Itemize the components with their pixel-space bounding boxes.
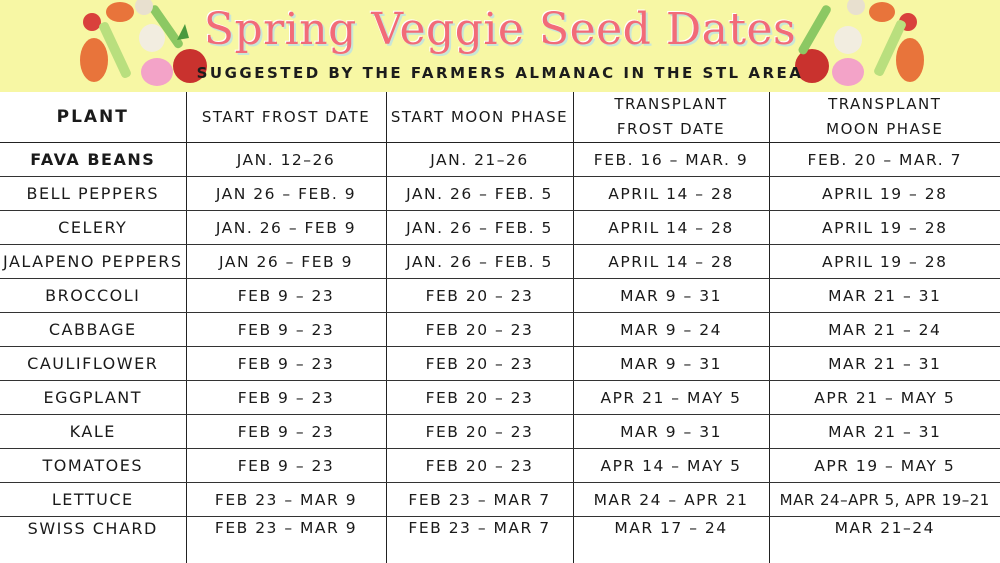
transplant-frost-cell: APR 14 – MAY 5 bbox=[573, 449, 769, 483]
column-header-start-moon: START MOON PHASE bbox=[386, 92, 573, 143]
plant-cell: CAULIFLOWER bbox=[0, 347, 186, 381]
transplant-moon-cell: MAR 21 – 31 bbox=[769, 415, 1000, 449]
start-frost-cell: FEB 9 – 23 bbox=[186, 415, 386, 449]
transplant-frost-cell: MAR 24 – APR 21 bbox=[573, 483, 769, 517]
plant-cell: CABBAGE bbox=[0, 313, 186, 347]
transplant-frost-cell: APR 21 – MAY 5 bbox=[573, 381, 769, 415]
transplant-moon-cell: MAR 21 – 24 bbox=[769, 313, 1000, 347]
transplant-frost-cell: MAR 17 – 24 bbox=[573, 517, 769, 563]
start-frost-cell: FEB 9 – 23 bbox=[186, 347, 386, 381]
table-row bbox=[0, 415, 1000, 449]
table-header-row bbox=[0, 92, 1000, 143]
transplant-frost-cell: FEB. 16 – MAR. 9 bbox=[573, 143, 769, 177]
table-row bbox=[0, 449, 1000, 483]
transplant-frost-cell: MAR 9 – 31 bbox=[573, 415, 769, 449]
table-row bbox=[0, 279, 1000, 313]
column-header-transplant-frost-line1: TRANSPLANT bbox=[614, 95, 728, 113]
start-moon-cell: FEB 23 – MAR 7 bbox=[386, 483, 573, 517]
transplant-moon-cell: MAR 21 – 31 bbox=[769, 279, 1000, 313]
start-moon-cell: JAN. 26 – FEB. 5 bbox=[386, 245, 573, 279]
start-moon-cell: JAN. 26 – FEB. 5 bbox=[386, 177, 573, 211]
start-frost-cell: FEB 9 – 23 bbox=[186, 381, 386, 415]
start-frost-cell: JAN 26 – FEB. 9 bbox=[186, 177, 386, 211]
transplant-moon-cell: APR 21 – MAY 5 bbox=[769, 381, 1000, 415]
table-row bbox=[0, 517, 1000, 563]
table-row bbox=[0, 211, 1000, 245]
column-header-transplant-moon bbox=[769, 92, 1000, 143]
column-header-transplant-moon-line1: TRANSPLANT bbox=[828, 95, 942, 113]
start-moon-cell: FEB 20 – 23 bbox=[386, 449, 573, 483]
column-header-plant: PLANT bbox=[0, 92, 186, 143]
start-frost-cell: FEB 23 – MAR 9 bbox=[186, 517, 386, 563]
header-banner bbox=[0, 0, 1000, 92]
transplant-moon-cell: APRIL 19 – 28 bbox=[769, 177, 1000, 211]
start-moon-cell: FEB 20 – 23 bbox=[386, 381, 573, 415]
start-moon-cell: FEB 20 – 23 bbox=[386, 347, 573, 381]
start-frost-cell: JAN. 26 – FEB 9 bbox=[186, 211, 386, 245]
start-frost-cell: FEB 9 – 23 bbox=[186, 279, 386, 313]
transplant-frost-cell: MAR 9 – 31 bbox=[573, 347, 769, 381]
column-header-transplant-frost-line2: FROST DATE bbox=[616, 120, 726, 138]
transplant-frost-cell: APRIL 14 – 28 bbox=[573, 245, 769, 279]
seed-dates-table bbox=[0, 92, 1000, 563]
start-frost-cell: FEB 9 – 23 bbox=[186, 313, 386, 347]
start-frost-cell: FEB 23 – MAR 9 bbox=[186, 483, 386, 517]
plant-cell: BROCCOLI bbox=[0, 279, 186, 313]
start-moon-cell: FEB 20 – 23 bbox=[386, 313, 573, 347]
page-title: Spring Veggie Seed Dates bbox=[203, 4, 797, 55]
plant-cell: CELERY bbox=[0, 211, 186, 245]
transplant-frost-cell: APRIL 14 – 28 bbox=[573, 211, 769, 245]
plant-cell: BELL PEPPERS bbox=[0, 177, 186, 211]
start-moon-cell: JAN. 21–26 bbox=[386, 143, 573, 177]
plant-cell: LETTUCE bbox=[0, 483, 186, 517]
transplant-moon-cell: MAR 21–24 bbox=[834, 519, 935, 537]
transplant-frost-cell: MAR 9 – 31 bbox=[573, 279, 769, 313]
transplant-moon-cell: MAR 24–APR 5, APR 19–21 bbox=[769, 483, 1000, 517]
column-header-transplant-frost bbox=[573, 92, 769, 143]
table-row bbox=[0, 483, 1000, 517]
transplant-moon-cell: APRIL 19 – 28 bbox=[769, 211, 1000, 245]
plant-cell: EGGPLANT bbox=[0, 381, 186, 415]
column-header-transplant-moon-line2: MOON PHASE bbox=[826, 120, 944, 138]
table-row bbox=[0, 143, 1000, 177]
start-moon-cell: JAN. 26 – FEB. 5 bbox=[386, 211, 573, 245]
start-frost-cell: JAN. 12–26 bbox=[186, 143, 386, 177]
plant-cell: JALAPENO PEPPERS bbox=[0, 245, 186, 279]
transplant-moon-cell: APR 19 – MAY 5 bbox=[769, 449, 1000, 483]
table-row bbox=[0, 347, 1000, 381]
plant-cell: TOMATOES bbox=[0, 449, 186, 483]
transplant-frost-cell: APRIL 14 – 28 bbox=[573, 177, 769, 211]
transplant-moon-cell: FEB. 20 – MAR. 7 bbox=[769, 143, 1000, 177]
table-row bbox=[0, 245, 1000, 279]
table-row bbox=[0, 381, 1000, 415]
column-header-start-frost: START FROST DATE bbox=[186, 92, 386, 143]
start-moon-cell: FEB 20 – 23 bbox=[386, 279, 573, 313]
start-frost-cell: JAN 26 – FEB 9 bbox=[186, 245, 386, 279]
plant-cell: SWISS CHARD bbox=[0, 517, 186, 563]
plant-cell: FAVA BEANS bbox=[0, 143, 186, 177]
table-row bbox=[0, 177, 1000, 211]
start-moon-cell: FEB 20 – 23 bbox=[386, 415, 573, 449]
transplant-frost-cell: MAR 9 – 24 bbox=[573, 313, 769, 347]
plant-cell: KALE bbox=[0, 415, 186, 449]
transplant-moon-cell: APRIL 19 – 28 bbox=[769, 245, 1000, 279]
start-moon-cell: FEB 23 – MAR 7 bbox=[386, 517, 573, 563]
table-row bbox=[0, 313, 1000, 347]
transplant-moon-cell: MAR 21 – 31 bbox=[769, 347, 1000, 381]
page-subtitle: SUGGESTED BY THE FARMERS ALMANAC IN THE STL AREA bbox=[196, 64, 804, 82]
start-frost-cell: FEB 9 – 23 bbox=[186, 449, 386, 483]
